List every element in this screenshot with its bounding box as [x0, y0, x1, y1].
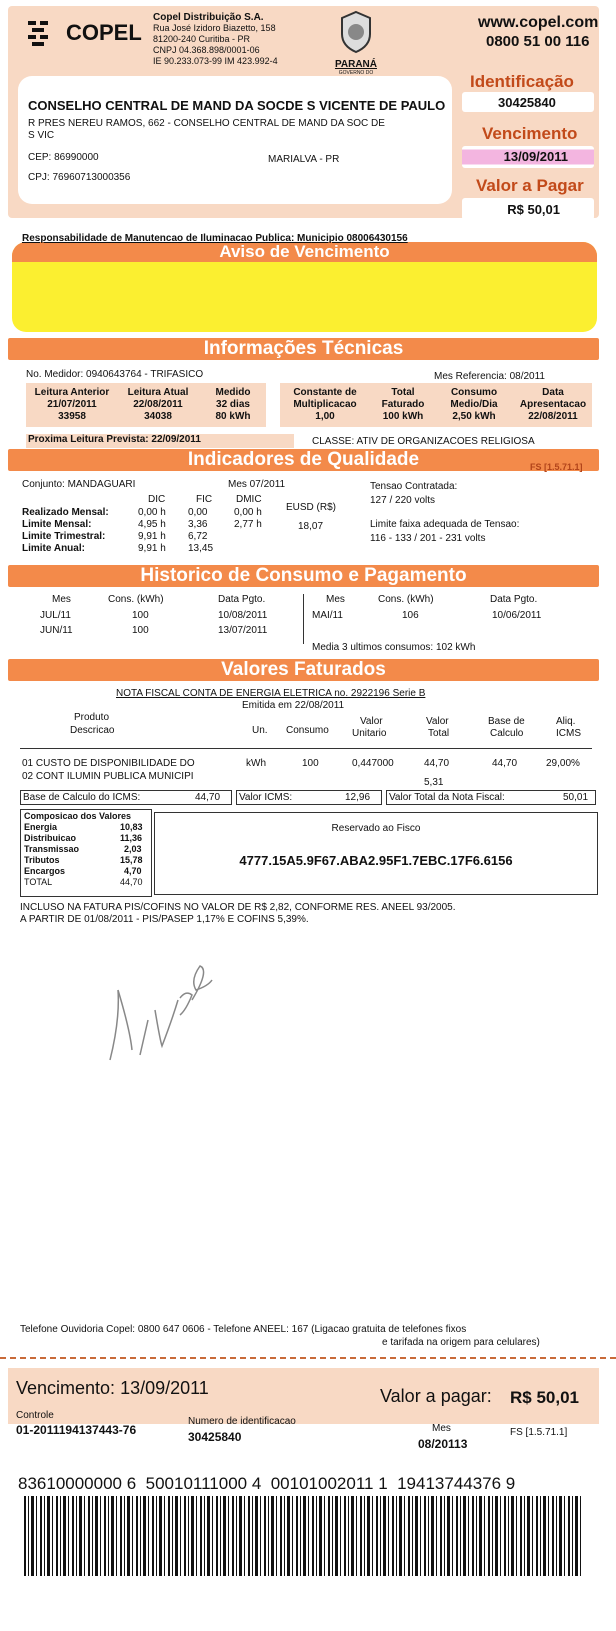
stub-fs: FS [1.5.71.1]	[510, 1427, 568, 1438]
company-cnpj: CNPJ 04.368.898/0001-06	[153, 45, 260, 55]
col-consumo: Consumo Medio/Dia 2,50 kWh	[450, 387, 498, 422]
h-fic: FIC	[196, 494, 213, 505]
table-header-line	[20, 748, 592, 749]
row-limite-mensal: Limite Mensal: 4,95 h 3,36 2,77 h	[22, 519, 262, 530]
conjunto: Conjunto: MANDAGUARI	[22, 479, 136, 490]
pay-label: Valor a Pagar	[476, 176, 584, 195]
hist-media: Media 3 ultimos consumos: 102 kWh	[312, 642, 476, 653]
total-nota: Valor Total da Nota Fiscal: 50,01	[386, 790, 596, 805]
ident-value: 30425840	[188, 1430, 242, 1444]
company-info	[153, 12, 323, 67]
due-label: Vencimento	[482, 124, 578, 143]
qualidade-title: Indicadores de Qualidade	[8, 449, 599, 471]
phone: 0800 51 00 116	[486, 33, 590, 50]
col-medido: Medido 32 dias 80 kWh	[215, 387, 251, 422]
faixa-value: 116 - 133 / 201 - 231 volts	[370, 533, 486, 544]
col-data: Data Apresentacao 22/08/2011	[519, 387, 587, 422]
customer-city: MARIALVA - PR	[268, 154, 340, 165]
table-header: Produto Descricao Un. Consumo Valor Unitario Valor Total Base de Calculo Aliq. ICMS	[70, 712, 581, 739]
historico-title: Historico de Consumo e Pagamento	[8, 565, 599, 587]
due-value: 13/09/2011	[462, 146, 594, 168]
stub-mes: 08/20113	[418, 1437, 468, 1451]
icms-line	[20, 790, 596, 805]
stub-pay-value: R$ 50,01	[510, 1388, 579, 1407]
company-ie: IE 90.233.073-99 IM 423.992-4	[153, 56, 278, 66]
stub-due: Vencimento: 13/09/2011	[16, 1378, 209, 1398]
customer-cpj: CPJ: 76960713000356	[28, 172, 131, 183]
aviso-section	[12, 242, 597, 332]
company-address: Rua José Izidoro Biazetto, 158	[153, 23, 276, 33]
pay-value: R$ 50,01	[462, 198, 594, 220]
valores-title: Valores Faturados	[8, 659, 599, 681]
row-realizado: Realizado Mensal: 0,00 h 0,00 0,00 h	[22, 507, 262, 518]
col-constante: Constante de Multiplicacao 1,00	[293, 387, 357, 422]
mes-referencia: Mes Referencia: 08/2011	[434, 371, 545, 382]
brand-name: COPEL	[66, 20, 142, 45]
hist-left: Mes Cons. (kWh) Data Pgto. JUL/11 100 10/08/2011 JUN/11 100 13/07/2011	[40, 594, 300, 640]
valor-icms: Valor ICMS: 12,96	[236, 790, 382, 805]
eusd-value: 18,07	[298, 521, 324, 532]
col-leitura-atual: Leitura Atual 22/08/2011 34038	[127, 387, 189, 422]
copel-logo-icon	[26, 18, 60, 48]
fisco-code: 4777.15A5.9F67.ABA2.95F1.7EBC.17F6.6156	[239, 853, 513, 868]
h-eusd: EUSD (R$)	[286, 502, 337, 513]
controle-value: 01-2011194137443-76	[16, 1423, 137, 1437]
copel-logo	[24, 16, 144, 48]
company-cep: 81200-240 Curitiba - PR	[153, 34, 251, 44]
row-limite-anual: Limite Anual: 9,91 h 13,45	[22, 543, 214, 554]
classe: CLASSE: ATIV DE ORGANIZACOES RELIGIOSA	[312, 436, 535, 447]
emitida: Emitida em 22/08/2011	[242, 700, 345, 711]
row-limite-trimestral: Limite Trimestral: 9,91 h 6,72	[22, 531, 208, 542]
coat-of-arms-icon	[336, 10, 376, 54]
fisco-title: Reservado ao Fisco	[331, 823, 421, 834]
composicao-box: Composicao dos Valores Energia 10,83 Distribuicao 11,36 Transmissao 2,03 Tributos 15,78 Encargos 4,70 TOTAL 44,70	[20, 809, 152, 897]
h-dic: DIC	[148, 494, 166, 505]
qualidade-fs: FS [1.5.71.1]	[530, 462, 583, 472]
h-dmic: DMIC	[236, 494, 262, 505]
responsible-line: Responsabilidade de Manutencao de Iluminacao Publica: Municipio 08006430156	[22, 233, 408, 244]
handwritten-signature	[100, 960, 220, 1070]
qualidade-mes: Mes 07/2011	[228, 479, 286, 490]
hist-row: MAI/11 106 10/06/2011	[312, 610, 542, 621]
proxima-leitura: Proxima Leitura Prevista: 22/09/2011	[26, 434, 294, 448]
base-icms: Base de Calculo do ICMS: 44,70	[20, 790, 232, 805]
tecnicas-title: Informações Técnicas	[8, 338, 599, 360]
pis-cofins-note: INCLUSO NA FATURA PIS/COFINS NO VALOR DE R$ 2,82, CONFORME RES. ANEEL 93/2005.	[20, 902, 456, 913]
table-row: 02 CONT ILUMIN PUBLICA MUNICIPI 5,31	[22, 771, 444, 788]
stub-pay-label: Valor a pagar:	[380, 1386, 492, 1406]
perforation-line	[0, 1357, 616, 1359]
customer-box	[18, 76, 452, 204]
faixa-label: Limite faixa adequada de Tensao:	[370, 519, 520, 530]
nota-fiscal: NOTA FISCAL CONTA DE ENERGIA ELETRICA no. 2922196 Serie B	[116, 688, 426, 699]
ouvidoria-line-2: e tarifada na origem para celulares)	[382, 1337, 540, 1348]
tensao-value: 127 / 220 volts	[370, 495, 436, 506]
state-sub: GOVERNO DO	[338, 70, 374, 76]
customer-address-2: S VIC	[28, 130, 55, 141]
barcode	[24, 1496, 584, 1576]
qualidade-rows	[22, 507, 282, 555]
controle-label: Controle	[16, 1410, 54, 1421]
hist-row: JUN/11 100 13/07/2011	[40, 625, 268, 636]
col-leitura-anterior: Leitura Anterior 21/07/2011 33958	[34, 387, 110, 422]
parana-logo	[328, 10, 384, 76]
ident-label: Numero de identificacao	[188, 1416, 296, 1427]
state-name: PARANÁ	[334, 59, 378, 70]
customer-cep: CEP: 86990000	[28, 152, 99, 163]
aviso-title: Aviso de Vencimento	[12, 242, 597, 262]
company-name: Copel Distribuição S.A.	[153, 12, 264, 23]
col-total: Total Faturado 100 kWh	[381, 387, 425, 422]
medidor-text: No. Medidor: 0940643764 - TRIFASICO	[26, 369, 204, 380]
hist-divider	[303, 594, 304, 644]
customer-address: R PRES NEREU RAMOS, 662 - CONSELHO CENTRAL DE MAND DA SOC DE	[28, 118, 385, 129]
customer-name: CONSELHO CENTRAL DE MAND DA SOCDE S VICENTE DE PAULO	[28, 98, 446, 113]
id-value: 30425840	[462, 92, 594, 112]
ouvidoria-line: Telefone Ouvidoria Copel: 0800 647 0606 - Telefone ANEEL: 167 (Ligacao gratuita de telefones fixos	[20, 1324, 467, 1335]
pis-pasep-note: A PARTIR DE 01/08/2011 - PIS/PASEP 1,17% E COFINS 5,39%.	[20, 914, 309, 925]
fisco-box	[154, 812, 598, 895]
id-label: Identificação	[470, 72, 574, 91]
stub-mes-label: Mes	[432, 1423, 451, 1434]
website: www.copel.com	[478, 14, 599, 31]
hist-right: Mes Cons. (kWh) Data Pgto. MAI/11 106 10/06/2011	[312, 594, 582, 625]
table-row: 01 CUSTO DE DISPONIBILIDADE DO kWh 100 0,447000 44,70 44,70 29,00%	[22, 758, 580, 769]
tensao-label: Tensao Contratada:	[370, 481, 458, 492]
barcode-digits: 83610000000 6 50010111000 4 00101002011 1 19413744376 9	[18, 1474, 516, 1493]
hist-row: JUL/11 100 10/08/2011	[40, 610, 268, 621]
